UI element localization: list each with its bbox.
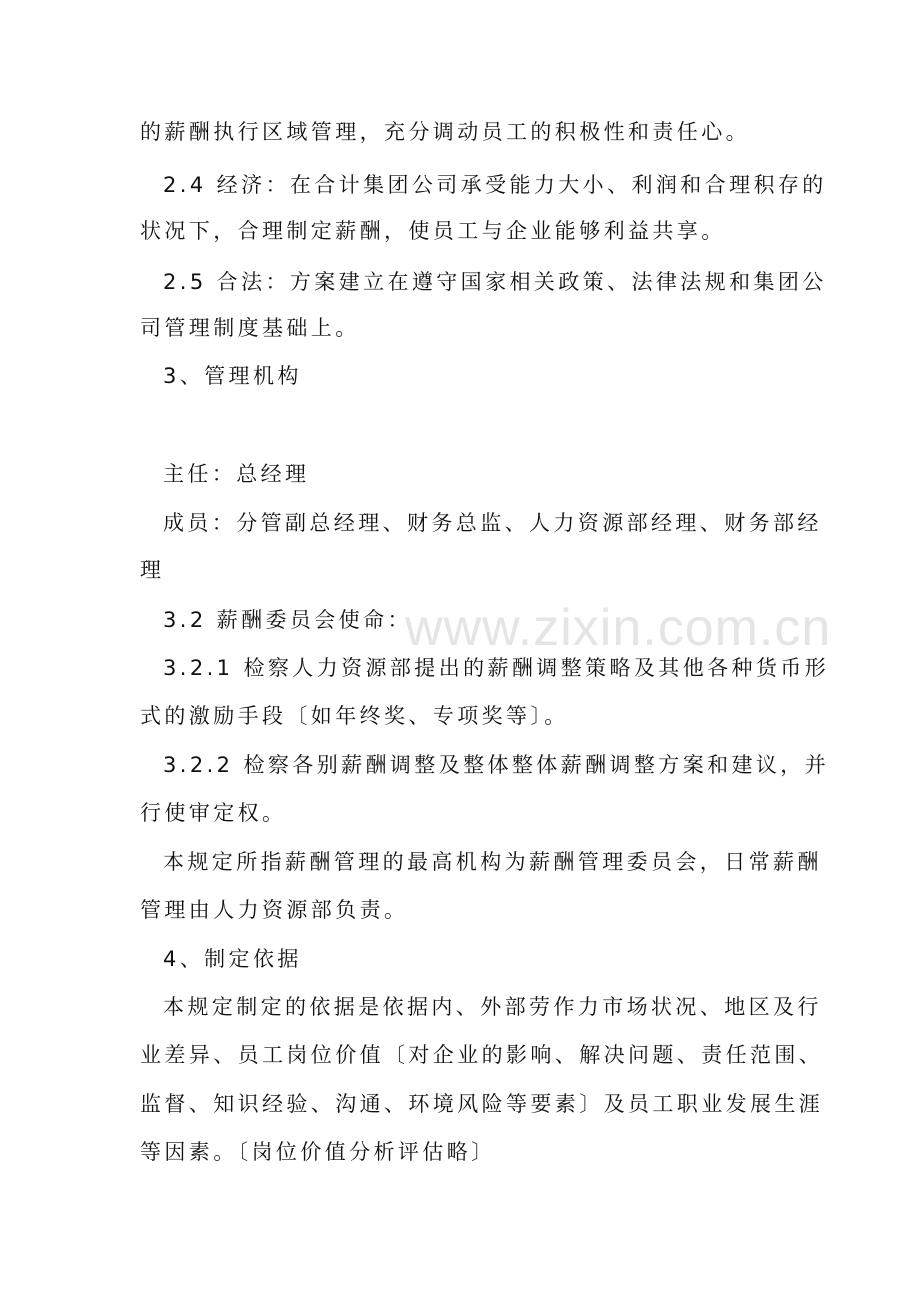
- paragraph-line: 3.2.2 检察各别薪酬调整及整体整体薪酬调整方案和建议，并: [163, 753, 830, 777]
- watermark: www.zixin.com.cn: [405, 599, 832, 657]
- paragraph-line: 监督、知识经验、沟通、环境风险等要素〕及员工职业发展生涯: [140, 1092, 824, 1116]
- section-heading: 3、管理机构: [163, 364, 302, 388]
- section-heading: 4、制定依据: [163, 947, 302, 971]
- paragraph-line: 2.5 合法：方案建立在遵守国家相关政策、法律法规和集团公: [163, 270, 827, 294]
- paragraph-line: 主任：总经理: [163, 462, 310, 486]
- paragraph-line: 等因素。〔岗位价值分析评估略〕: [140, 1140, 496, 1164]
- paragraph-line: 本规定所指薪酬管理的最高机构为薪酬管理委员会，日常薪酬: [163, 850, 822, 874]
- paragraph-line: 司管理制度基础上。: [140, 316, 360, 340]
- paragraph-line: 3.2 薪酬委员会使命：: [163, 608, 412, 632]
- paragraph-line: 理: [140, 558, 165, 582]
- paragraph-line: 的薪酬执行区域管理，充分调动员工的积极性和责任心。: [140, 120, 750, 144]
- paragraph-line: 业差异、员工岗位价值〔对企业的影响、解决问题、责任范围、: [140, 1043, 824, 1067]
- paragraph-line: 状况下，合理制定薪酬，使员工与企业能够利益共享。: [140, 219, 726, 243]
- paragraph-line: 2.4 经济：在合计集团公司承受能力大小、利润和合理积存的: [163, 173, 827, 197]
- paragraph-line: 3.2.1 检察人力资源部提出的薪酬调整策略及其他各种货币形: [163, 656, 830, 680]
- paragraph-line: 式的激励手段〔如年终奖、专项奖等〕。: [140, 704, 569, 728]
- paragraph-line: 成员：分管副总经理、财务总监、人力资源部经理、财务部经: [163, 511, 822, 535]
- paragraph-line: 行使审定权。: [140, 801, 287, 825]
- paragraph-line: 管理由人力资源部负责。: [140, 898, 409, 922]
- paragraph-line: 本规定制定的依据是依据内、外部劳作力市场状况、地区及行: [163, 995, 822, 1019]
